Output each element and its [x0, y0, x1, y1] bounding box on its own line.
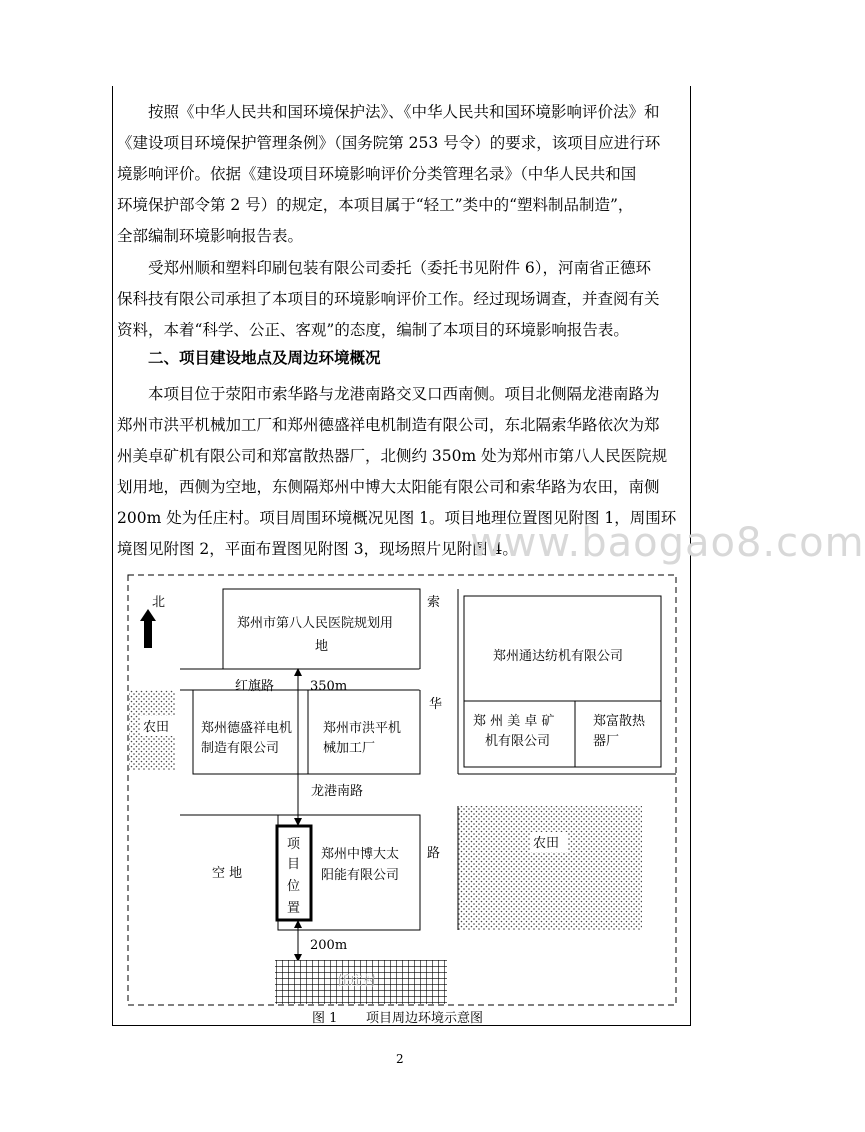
- suohua-road-char: 华: [429, 697, 443, 712]
- desheng-label-2: 制造有限公司: [201, 741, 280, 756]
- hongping-label-1: 郑州市洪平机: [323, 721, 402, 736]
- suohua-road-char: 路: [427, 846, 441, 861]
- suohua-road-char: 索: [427, 595, 441, 610]
- hospital-label-2: 地: [315, 639, 329, 654]
- project-site-char: 项: [287, 837, 301, 852]
- longgang-road-label: 龙港南路: [311, 784, 364, 799]
- zhongbo-label-1: 郑州中博大太: [321, 847, 400, 862]
- text-line: 环境保护部令第 2 号）的规定，本项目属于“轻工”类中的“塑料制品制造”，: [117, 196, 634, 214]
- text-line: 划用地，西侧为空地，东侧隔郑州中博大太阳能有限公司和索华路为农田，南侧: [117, 478, 660, 496]
- meizhuo-label-1: 郑 州 美 卓 矿: [473, 714, 555, 729]
- zhengfu-label-2: 器厂: [593, 734, 620, 749]
- zhongbo-label-2: 阳能有限公司: [321, 868, 400, 883]
- zhengfu-label-1: 郑富散热: [593, 714, 646, 729]
- renzhuang-label: 任庄村: [337, 974, 377, 989]
- text-line: 郑州市洪平机械加工厂和郑州德盛祥电机制造有限公司，东北隔索华路依次为郑: [117, 416, 660, 434]
- vacant-land-label: 空 地: [212, 866, 243, 881]
- text-line: 境影响评价。依据《建设项目环境影响评价分类管理名录》（中华人民共和国: [117, 165, 637, 183]
- text-line: 本项目位于荥阳市索华路与龙港南路交叉口西南侧。项目北侧隔龙港南路为: [148, 385, 660, 403]
- hospital-label-1: 郑州市第八人民医院规划用: [237, 616, 394, 631]
- section-heading: 二、项目建设地点及周边环境概况: [148, 349, 381, 367]
- text-line: 州美卓矿机有限公司和郑富散热器厂，北侧约 350m 处为郑州市第八人民医院规: [117, 447, 668, 465]
- farmland-east: [458, 806, 642, 930]
- north-label: 北: [152, 595, 166, 610]
- north-arrow-icon: [140, 609, 156, 648]
- project-site-char: 置: [287, 901, 301, 916]
- text-line: 按照《中华人民共和国环境保护法》、《中华人民共和国环境影响评价法》和: [148, 103, 660, 121]
- project-site-char: 位: [287, 879, 301, 894]
- text-line: 受郑州顺和塑料印刷包装有限公司委托（委托书见附件 6），河南省正德环: [148, 259, 652, 277]
- hongqi-road-label: 红旗路: [235, 679, 275, 694]
- text-line: 全部编制环境影响报告表。: [117, 227, 304, 245]
- figure-dashed-border: [128, 575, 676, 1005]
- figure-caption-number: 图 1: [312, 1011, 338, 1026]
- desheng-label-1: 郑州德盛祥电机: [201, 721, 293, 736]
- text-line: 200m 处为任庄村。项目周围环境概况见图 1。项目地理位置图见附图 1，周围环: [117, 509, 677, 527]
- meizhuo-label-2: 机有限公司: [485, 734, 551, 749]
- text-line: 《建设项目环境保护管理条例》（国务院第 253 号令）的要求，该项目应进行环: [117, 134, 661, 152]
- project-site-char: 目: [287, 857, 301, 872]
- figure-caption: 项目周边环境示意图: [366, 1011, 484, 1026]
- text-line: 资料，本着“科学、公正、客观”的态度，编制了本项目的环境影响报告表。: [117, 321, 629, 339]
- distance-south-label: 200m: [310, 938, 348, 953]
- page-number: 2: [396, 1052, 404, 1066]
- watermark: www.baogao8.com: [470, 520, 865, 566]
- tongda-label: 郑州通达纺机有限公司: [493, 649, 624, 664]
- hongping-label-2: 械加工厂: [323, 741, 376, 756]
- farmland-east-label: 农田: [533, 836, 560, 851]
- distance-north-label: 350m: [310, 679, 348, 694]
- text-line: 保科技有限公司承担了本项目的环境影响评价工作。经过现场调查，并查阅有关: [117, 290, 660, 308]
- farmland-west-label: 农田: [143, 720, 170, 735]
- text-line: 境图见附图 2，平面布置图见附图 3，现场照片见附图 4。: [117, 540, 518, 558]
